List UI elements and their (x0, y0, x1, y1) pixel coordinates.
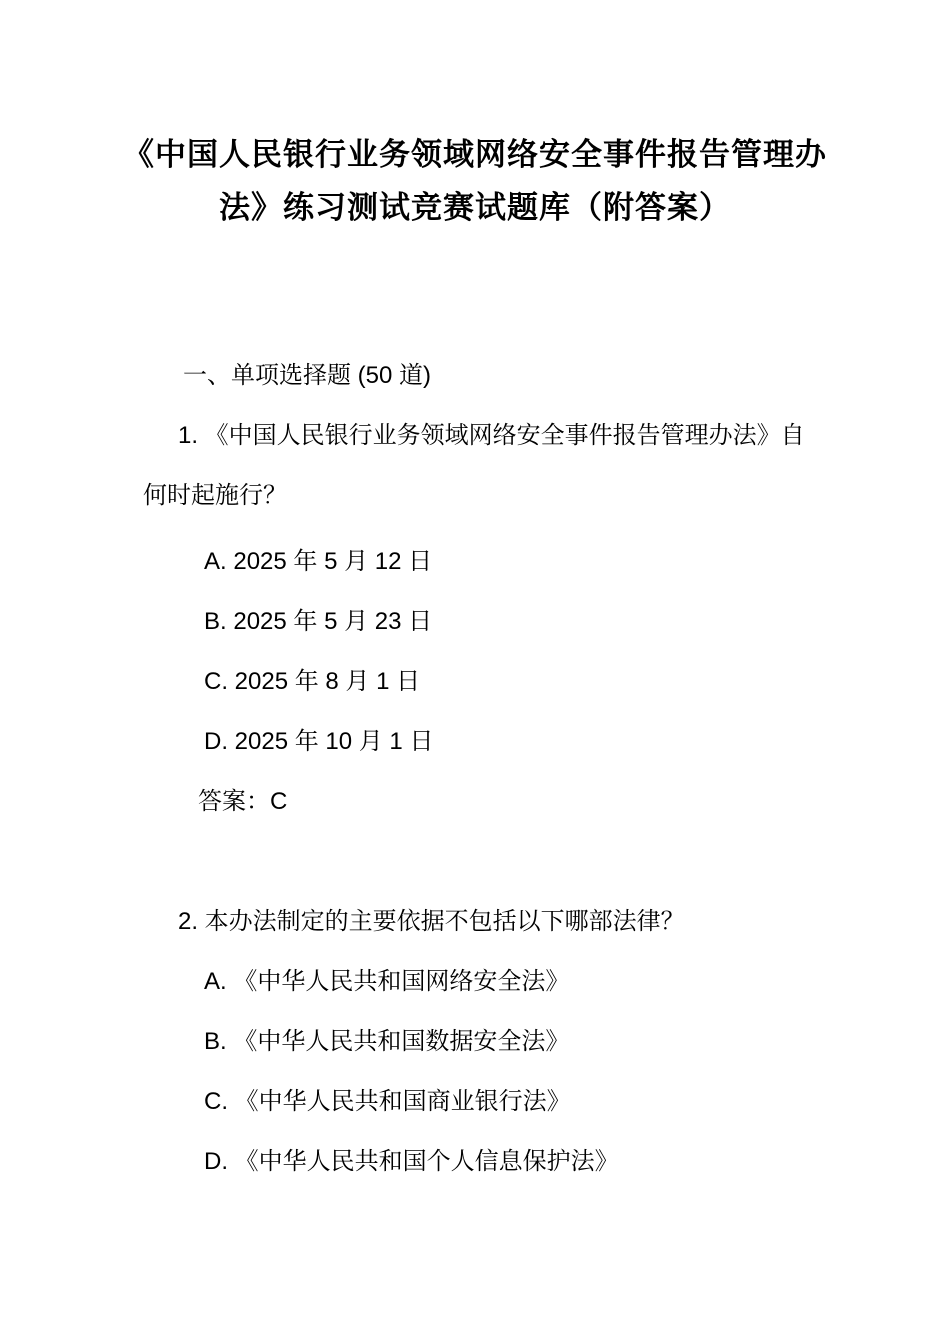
section-heading: 一、单项选择题 (50 道) (183, 362, 432, 389)
question-1-answer: 答案：C (198, 788, 288, 815)
question-2-options (143, 952, 820, 1192)
question-2 (143, 892, 820, 1192)
question-1-options (143, 532, 820, 772)
question-1 (143, 406, 820, 832)
question-2-option-b: B. 《中华人民共和国数据安全法》 (204, 1028, 570, 1055)
question-1-option-d: D. 2025 年 10 月 1 日 (204, 728, 434, 755)
question-2-option-a: A. 《中华人民共和国网络安全法》 (204, 968, 570, 995)
question-2-stem-line-1: 2. 本办法制定的主要依据不包括以下哪部法律？ (178, 908, 685, 935)
document-title-line-2: 法》练习测试竞赛试题库（附答案） (219, 190, 731, 225)
question-1-option-a: A. 2025 年 5 月 12 日 (204, 548, 433, 575)
question-2-option-d: D. 《中华人民共和国个人信息保护法》 (204, 1148, 619, 1175)
document-title-line-1: 《中国人民银行业务领域网络安全事件报告管理办 (123, 137, 827, 172)
question-1-option-b: B. 2025 年 5 月 23 日 (204, 608, 433, 635)
document-body (143, 346, 820, 1192)
question-1-stem-line-1: 1. 《中国人民银行业务领域网络安全事件报告管理办法》自 (178, 422, 805, 449)
question-2-option-c: C. 《中华人民共和国商业银行法》 (204, 1088, 571, 1115)
document-title (0, 0, 950, 234)
question-1-stem-line-2: 何时起施行？ (143, 482, 287, 509)
question-1-option-c: C. 2025 年 8 月 1 日 (204, 668, 421, 695)
